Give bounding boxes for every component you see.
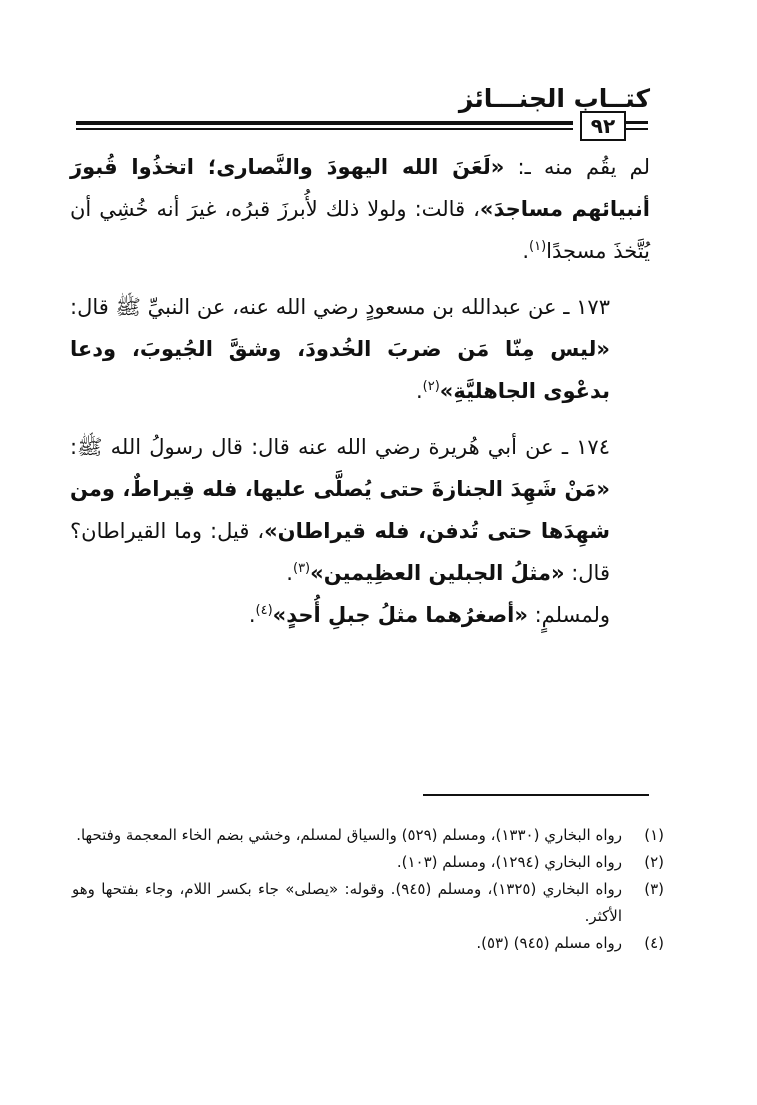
paragraph-end: . — [286, 561, 293, 585]
paragraph-end: . — [522, 239, 530, 263]
hadith-quote: «ليس مِنّا مَن ضربَ الخُدودَ، وشقَّ الجُيوبَ، ودعا بدعْوى الجاهليَّةِ» — [70, 337, 610, 403]
page-number: ٩٢ — [580, 111, 626, 141]
footnote — [72, 849, 664, 876]
hadith-quote: «أصغرُهما مثلُ جبلِ أُحدٍ» — [272, 603, 528, 627]
footnote — [72, 876, 664, 930]
hadith-quote: «مَنْ شَهِدَ الجنازةَ حتى يُصلَّى عليها، فله قِيراطٌ، ومن شهِدَها حتى تُدفن، فله قيراطان» — [70, 477, 610, 543]
footnote-text: رواه البخاري (١٣٢٥)، ومسلم (٩٤٥). وقوله: «يصلى» جاء بكسر اللام، وجاء بفتحها وهو الأكثر. — [72, 880, 622, 925]
hadith-lead: ١٧٣ ـ عن عبدالله بن مسعودٍ رضي الله عنه، عن النبيِّ ﷺ قال: — [70, 295, 610, 319]
footnote-ref: (٣) — [292, 561, 311, 576]
footnote-separator — [423, 794, 649, 796]
footnote-text: رواه البخاري (١٢٩٤)، ومسلم (١٠٣). — [396, 853, 622, 871]
footnote-number: (٢) — [644, 853, 664, 871]
footnotes — [72, 822, 664, 957]
narration-lead: ولمسلمٍ: — [527, 603, 610, 627]
footnote-ref: (٢) — [422, 379, 440, 394]
paragraph-continuation — [70, 146, 650, 272]
footnote — [72, 930, 664, 957]
muslim-narration — [70, 594, 650, 636]
header-rule-thick — [76, 121, 573, 125]
main-text — [70, 146, 650, 636]
footnote-text: رواه مسلم (٩٤٥) (٥٣). — [476, 934, 622, 952]
header-rule-thin — [76, 128, 573, 130]
footnote — [72, 822, 664, 849]
paragraph-lead: لم يقُم منه ـ: — [504, 155, 651, 179]
running-title: كتــاب الجنـــائز — [458, 84, 650, 113]
header-rule-right-thin — [626, 128, 648, 130]
footnote-ref: (١) — [529, 239, 547, 254]
paragraph-text: ، قالت: ولولا ذلك لأُبرزَ قبرُه، غيرَ أنه خُشِي أن يُتَّخذَ مسجدًا — [70, 197, 650, 263]
hadith-173 — [70, 286, 650, 412]
header-rule-right-thick — [626, 121, 648, 124]
hadith-lead: ١٧٤ ـ عن أبي هُريرة رضي الله عنه قال: قال رسولُ الله ﷺ: — [70, 435, 610, 459]
footnote-ref: (٤) — [255, 603, 273, 618]
footnote-number: (٤) — [644, 934, 664, 952]
paragraph-end: . — [248, 603, 256, 627]
footnote-number: (٣) — [644, 880, 664, 898]
paragraph-end: . — [415, 379, 423, 403]
footnote-number: (١) — [644, 826, 664, 844]
hadith-quote: «مثلُ الجبلين العظِيمين» — [310, 561, 565, 585]
footnote-text: رواه البخاري (١٣٣٠)، ومسلم (٥٢٩) والسياق لمسلم، وخشي بضم الخاء المعجمة وفتحها. — [76, 826, 622, 844]
paragraph-text: ، قيل: وما القيراطان؟ قال: — [70, 519, 610, 585]
hadith-174 — [70, 426, 650, 594]
hadith-quote: «لَعَنَ الله اليهودَ والنَّصارى؛ اتخذُوا قُبورَ أنبيائهم مساجدَ» — [70, 155, 650, 221]
